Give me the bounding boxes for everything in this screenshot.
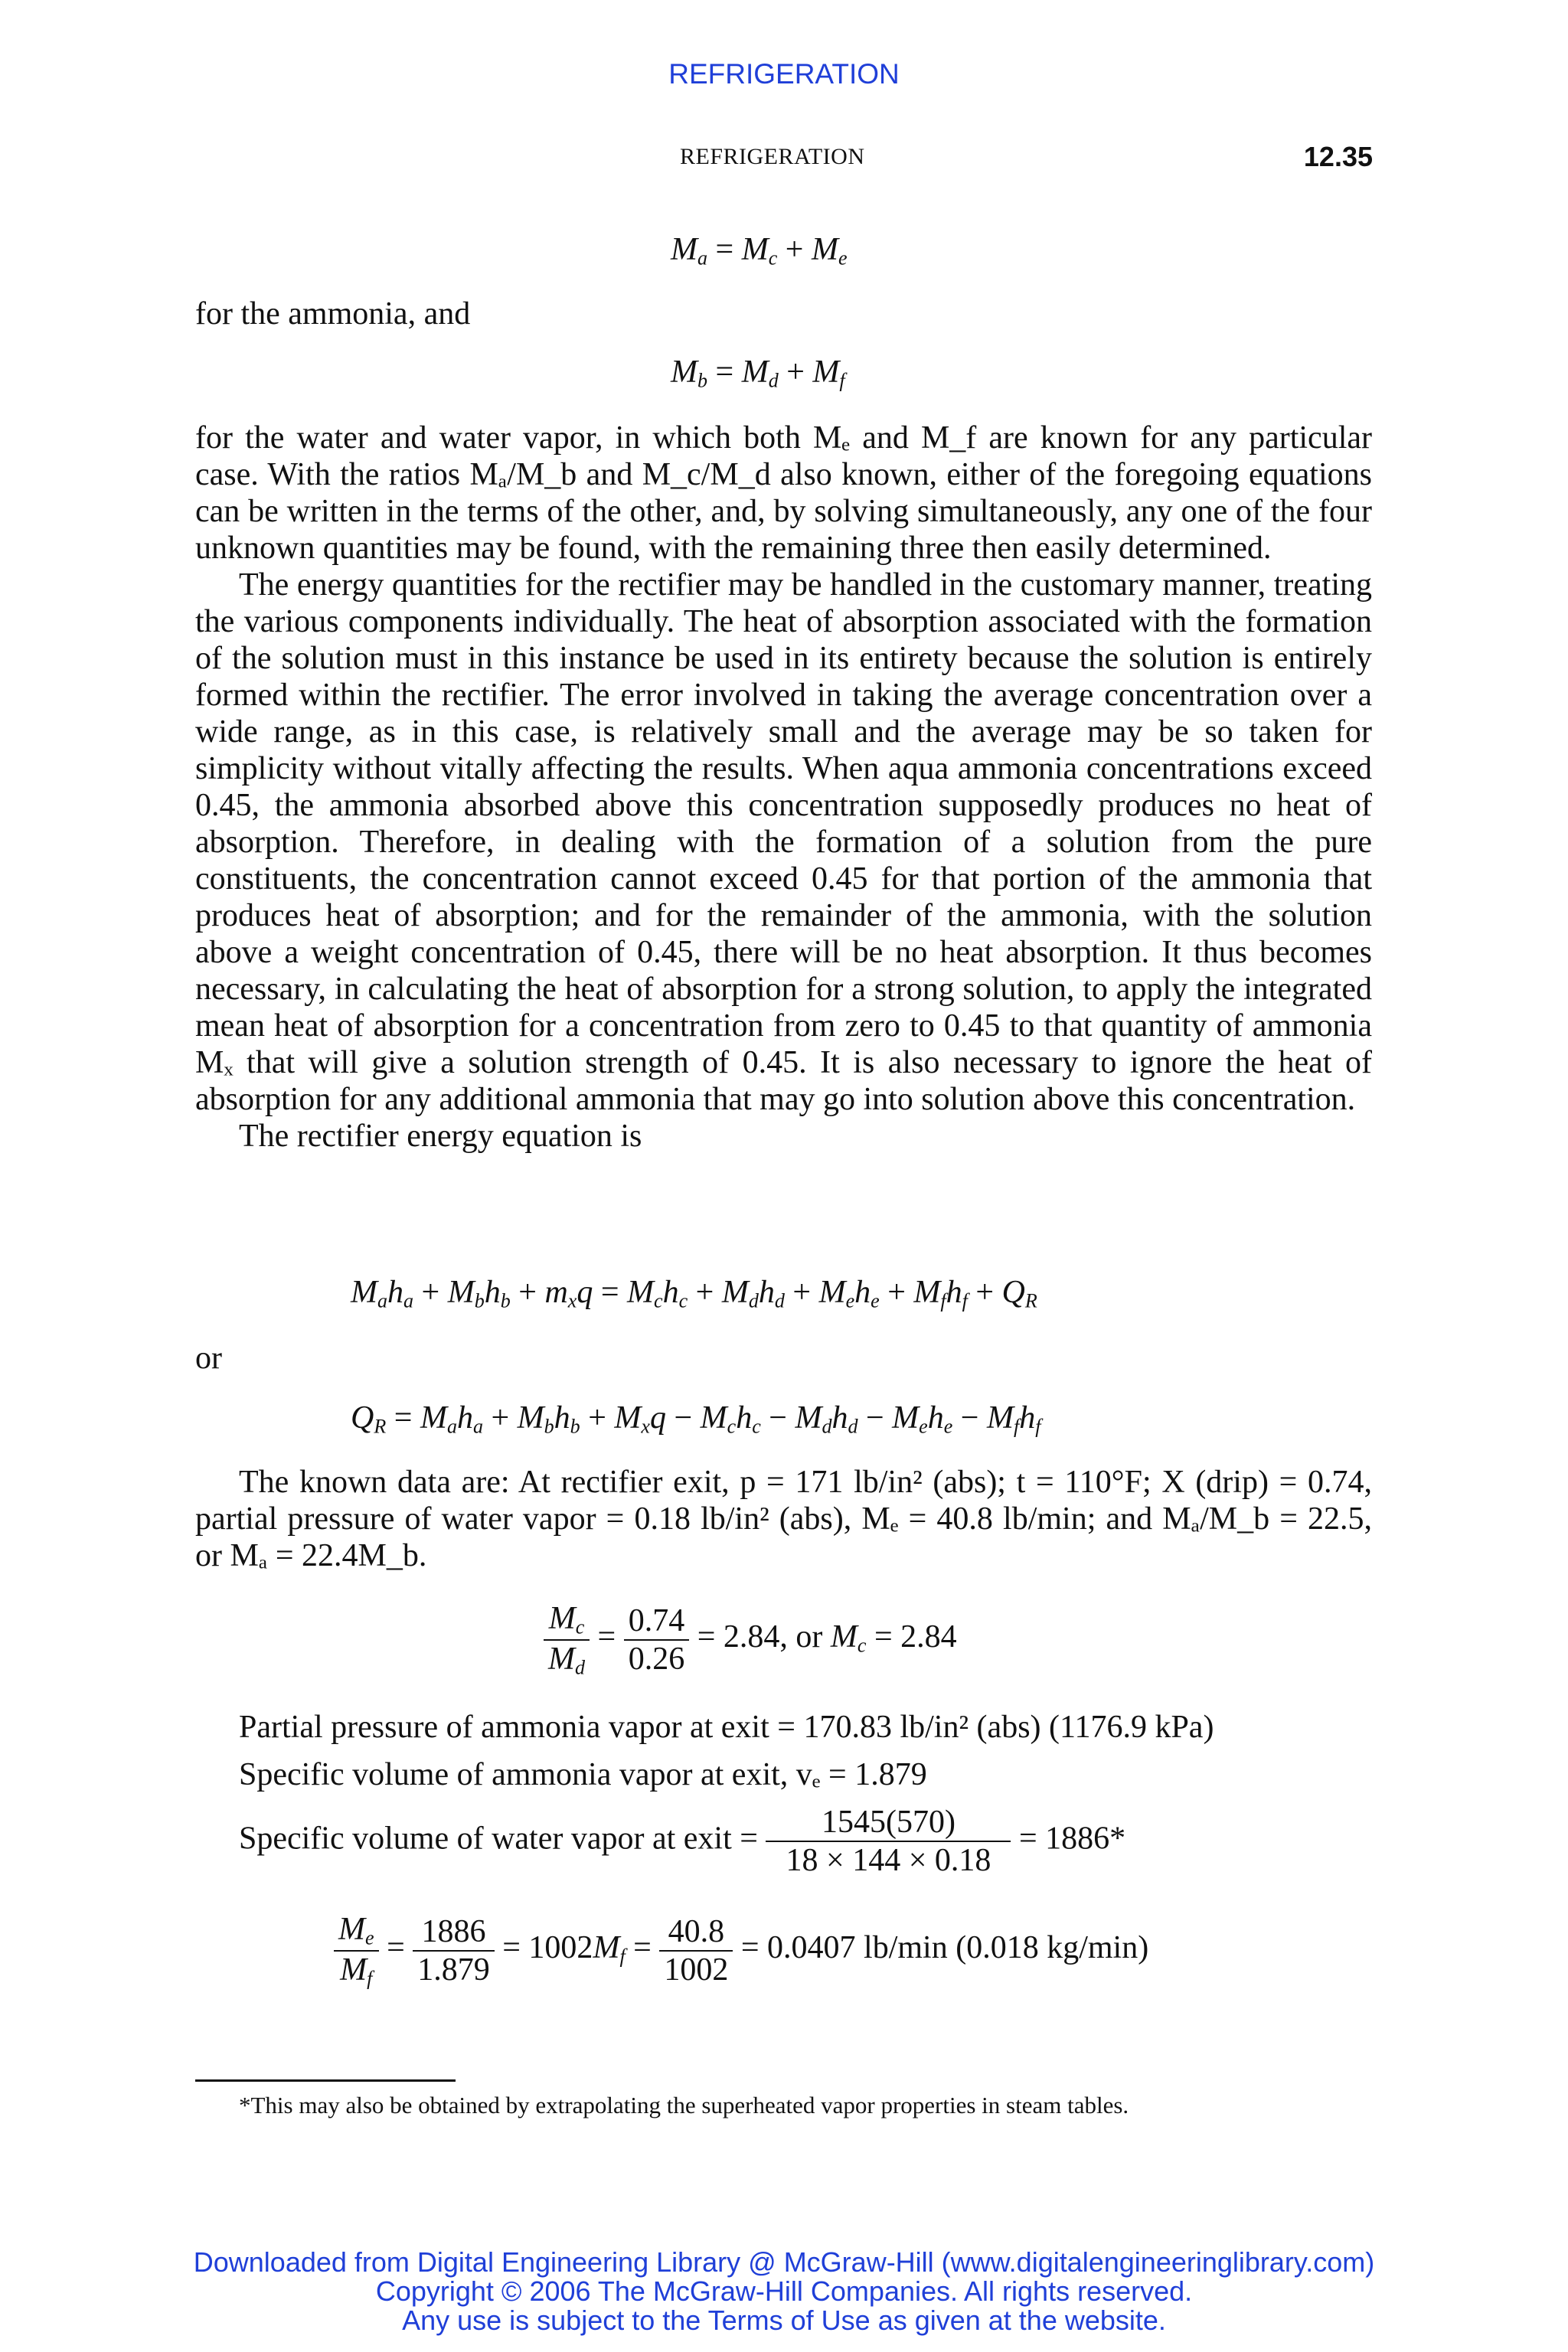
fraction-numerator: 40.8: [659, 1913, 733, 1952]
equation-rectifier-energy: $M_ah_a + M_bh_b + m_xq = M_ch_c + M_dh_d + M_eh_e + M_fh_f + Q_R$: [351, 1275, 1037, 1312]
equation-text: = 1002: [502, 1930, 593, 1966]
paragraph-1: for the water and water vapor, in which both Mₑ and M_f are known for any particular case. With the ratios Mₐ/M_b and M_c/M_d also known, either of the foregoing equations can be written in the terms of the other, and, by solving simultaneously, any one of the four unknown quantities may be found, with the remaining three then easily determined.: [195, 420, 1372, 566]
equation-ammonia-balance: $M_a = M_c + M_e$: [671, 232, 848, 270]
running-head: REFRIGERATION: [680, 144, 865, 169]
equation-mc-md-ratio: $\frac{M_c}{M_d}$ = $\frac{0.74}{0.26}$ = 2.84, or $M_c = 2.84$: [544, 1600, 957, 1679]
equation-text: = 2.84: [874, 1619, 957, 1655]
equation-spec-vol-water: [239, 1804, 1125, 1879]
footer-line-3: Any use is subject to the Terms of Use as given at the website.: [402, 2305, 1166, 2336]
fraction-numerator: 1886: [413, 1913, 495, 1952]
fraction-denominator: 0.26: [628, 1641, 685, 1677]
fraction-numerator: 1545(570): [766, 1804, 1011, 1842]
download-footer: [0, 2248, 1568, 2335]
footnote-rule: [195, 2079, 456, 2082]
equation-qr: $Q_R = M_ah_a + M_bh_b + M_xq - M_ch_c - M_dh_d - M_eh_e - M_fh_f$: [351, 1400, 1041, 1438]
text-for-ammonia: for the ammonia, and: [195, 296, 471, 332]
fraction-numerator: 0.74: [624, 1602, 690, 1641]
equation-text: = 0.0407 lb/min (0.018 kg/min): [740, 1930, 1149, 1966]
paragraph-known-data: The known data are: At rectifier exit, p = 171 lb/in² (abs); t = 110°F; X (drip) = 0.74, partial pressure of water vapor = 0.18 lb/in² (abs), Mₑ = 40.8 lb/min; and Mₐ/M_b = 22.5, or Mₐ = 22.4M_b.: [195, 1465, 1372, 1573]
text-partial-pressure: Partial pressure of ammonia vapor at exit = 170.83 lb/in² (abs) (1176.9 kPa): [239, 1710, 1214, 1745]
equation-label: Specific volume of water vapor at exit =: [239, 1821, 758, 1857]
equation-me-mf-ratio: $\frac{M_e}{M_f}$ = $\frac{1886}{1.879}$ = $1002M_f$ = $\frac{40.8}{1002}$ = 0.0407 lb/min (0.018 kg/min): [334, 1911, 1148, 1990]
equation-result: = 1886*: [1018, 1821, 1126, 1857]
text-spec-vol-ammonia: Specific volume of ammonia vapor at exit, vₑ = 1.879: [239, 1757, 927, 1792]
paragraph-3: The rectifier energy equation is: [239, 1119, 642, 1154]
fraction-denominator: 1002: [664, 1952, 729, 1988]
fraction-denominator: 1.879: [417, 1952, 490, 1988]
footnote: *This may also be obtained by extrapolating the superheated vapor properties in steam tables.: [239, 2092, 1129, 2118]
equation-text: = 2.84, or: [697, 1619, 823, 1655]
fraction-denominator: 18 × 144 × 0.18: [786, 1843, 991, 1878]
equation-water-balance: $M_b = M_d + M_f$: [671, 354, 845, 392]
paragraph-2: The energy quantities for the rectifier may be handled in the customary manner, treating the various components individually. The heat of absorption associated with the formation of the solution must in this instance be used in its entirety because the solution is entirely formed within the rectifier. The error involved in taking the average concentration over a wide range, as in this case, is relatively small and the average may be so taken for simplicity without vitally affecting the results. When aqua ammonia concentrations exceed 0.45, the ammonia absorbed above this concentration supposedly produces no heat of absorption. Therefore, in dealing with the formation of a solution from the pure constituents, the concentration cannot exceed 0.45 for that portion of the ammonia that produces heat of absorption; and for the remainder of the ammonia, with the solution above a weight concentration of 0.45, there will be no heat absorption. It thus becomes necessary, in calculating the heat of absorption for a strong solution, to apply the integrated mean heat of absorption for a concentration from zero to 0.45 to that quantity of ammonia Mₓ that will give a solution strength of 0.45. It is also necessary to ignore the heat of absorption for any additional ammonia that may go into solution above this concentration.: [195, 567, 1372, 1117]
footer-line-1[interactable]: Downloaded from Digital Engineering Library @ McGraw-Hill (www.digitalengineeringlibrary.com): [193, 2246, 1375, 2278]
known-data-block: [195, 1464, 1372, 1574]
footer-line-2: Copyright © 2006 The McGraw-Hill Companies. All rights reserved.: [375, 2275, 1193, 2307]
top-banner: REFRIGERATION: [668, 58, 900, 90]
text-or: or: [195, 1341, 222, 1376]
page-number: 12.35: [1303, 141, 1373, 172]
body-text-block: [195, 420, 1372, 1155]
